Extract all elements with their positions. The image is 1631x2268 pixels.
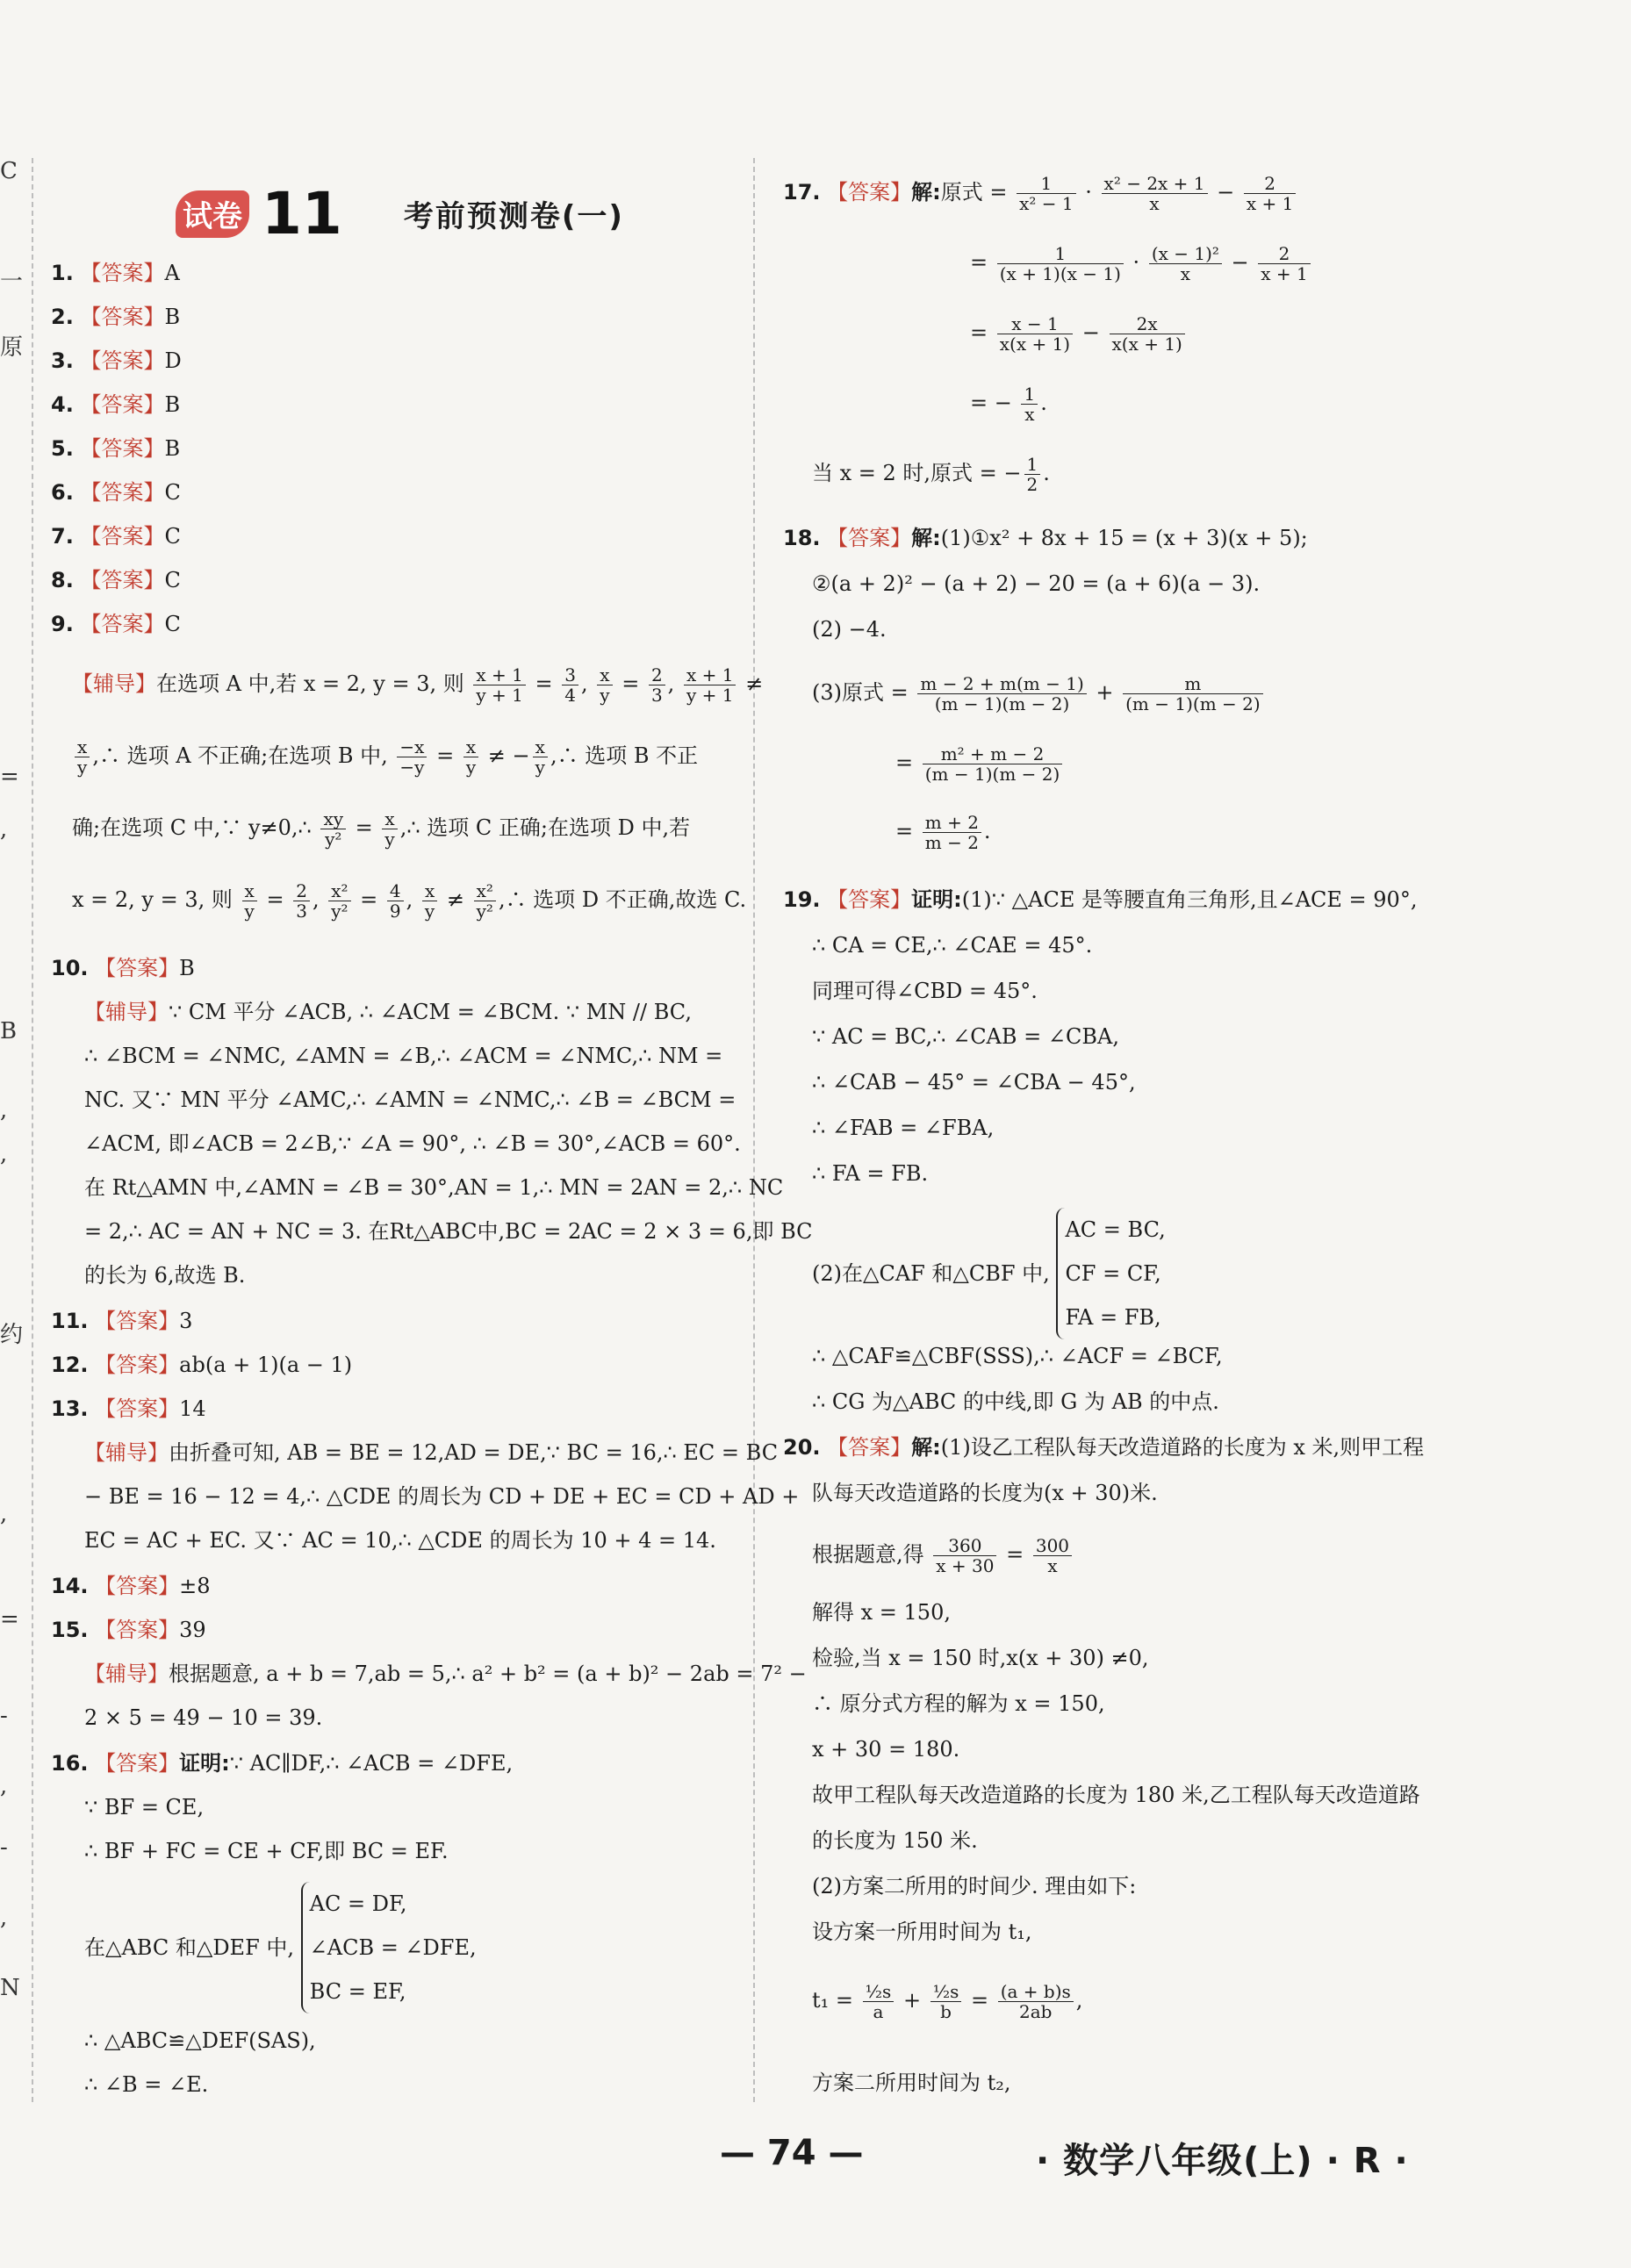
q10-guide-line: ∴ ∠BCM = ∠NMC, ∠AMN = ∠B,∴ ∠ACM = ∠NMC,∴ NM = — [84, 1044, 723, 1068]
answer-q17: 17. 【答案】解:原式 = $\frac{1}{\text{x² − 1}}$ · $\frac{\text{x² − 2x + 1}}{x}$ − $\frac{2}{x + 1}$ — [783, 174, 1298, 213]
page-number: — 74 — — [720, 2133, 864, 2173]
q16-proof-line: ∴ BF + FC = CE + CF,即 BC = EF. — [84, 1839, 449, 1863]
q19-line: ∴ CG 为△ABC 的中线,即 G 为 AB 的中点. — [812, 1389, 1219, 1414]
left-gutter-fragments — [0, 149, 24, 2080]
gutter-char: 原 — [0, 334, 24, 361]
left-margin-rule — [32, 158, 33, 2102]
q18-step: = $\frac{\text{m² + m − 2}}{(m - 1)(m - 2)}$ — [895, 744, 1065, 784]
answer-q12: 12. 【答案】ab(a + 1)(a − 1) — [51, 1353, 353, 1377]
gutter-char: , — [0, 1097, 8, 1123]
q16-brace: AC = DF, ∠ACB = ∠DFE, BC = EF, — [301, 1882, 477, 2013]
paper-number: 11 — [262, 180, 342, 248]
q9-guide-line-3: 确;在选项 C 中,∵ y≠0,∴ $\frac{xy}{\text{y²}}$ = $\frac{x}{y}$ ,∴ 选项 C 正确;在选项 D 中,若 — [72, 808, 691, 850]
q9-guide-line-4: x = 2, y = 3, 则 $\frac{x}{y}$ = $\frac{2}{3}$ , $\frac{\text{x²}}{\text{y²}}$ = $\frac{4}{9}$ , $\frac{x}{y}$ ≠ $\frac{\text{x²}}{\text{y²}}$ ,∴ 选项 D 不正确,故选 C. — [72, 880, 747, 922]
q19-line: ∴ ∠CAB − 45° = ∠CBA − 45°, — [812, 1070, 1136, 1095]
answer-q16: 16. 【答案】证明:∵ AC∥DF,∴ ∠ACB = ∠DFE, — [51, 1751, 514, 1776]
q20-line: 方案二所用时间为 t₂, — [812, 2071, 1011, 2095]
gutter-char: = — [0, 764, 19, 790]
q18-step: = $\frac{m + 2}{m - 2}$ . — [895, 812, 991, 853]
q19-line: ∵ AC = BC,∴ ∠CAB = ∠CBA, — [812, 1024, 1119, 1049]
q17-conclusion: 当 x = 2 时,原式 = − $\frac{1}{2}$ . — [812, 454, 1050, 495]
q20-line: 队每天改造道路的长度为(x + 30)米. — [812, 1481, 1158, 1505]
answer-q19: 19. 【答案】证明:(1)∵ △ACE 是等腰直角三角形,且∠ACE = 90°, — [783, 887, 1418, 912]
q17-step: = $\frac{1}{(x + 1)(x - 1)}$ · $\frac{\text{(x − 1)²}}{x}$ − $\frac{2}{x + 1}$ — [970, 244, 1313, 284]
q16-proof-line: ∴ ∠B = ∠E. — [84, 2072, 209, 2097]
answer-q18: 18. 【答案】解:(1)①x² + 8x + 15 = (x + 3)(x + 5); — [783, 526, 1308, 550]
q19-brace-block: (2)在△CAF 和△CBF 中, AC = BC, CF = CF, FA = FB, — [812, 1208, 1166, 1339]
q15-guide-line: 【辅导】根据题意, a + b = 7,ab = 5,∴ a² + b² = (a + b)² − 2ab = 7² − — [84, 1662, 807, 1686]
paper-badge: 试卷 — [176, 190, 249, 238]
answer-q2: 2. 【答案】B — [51, 305, 181, 329]
q16-proof-line: ∴ △ABC≌△DEF(SAS), — [84, 2028, 316, 2053]
q9-guide-line-1: 【辅导】在选项 A 中,若 x = 2, y = 3, 则 $\frac{x + 1}{y + 1}$ = $\frac{3}{4}$ , $\frac{x}{y}$ = $\frac{2}{3}$ , $\frac{x + 1}{y + 1}$ ≠ — [72, 664, 764, 706]
q20-line: 的长度为 150 米. — [812, 1828, 978, 1853]
answer-q15: 15. 【答案】39 — [51, 1618, 206, 1642]
q9-guide-line-2: $\frac{x}{y}$ ,∴ 选项 A 不正确;在选项 B 中, $\frac{-x}{-y}$ = $\frac{x}{y}$ ≠ − $\frac{x}{y}$ ,∴ 选项 B 不正 — [72, 737, 698, 777]
answer-q3: 3. 【答案】D — [51, 348, 182, 373]
answer-q7: 7. 【答案】C — [51, 524, 181, 549]
q13-guide-line: 【辅导】由折叠可知, AB = BE = 12,AD = DE,∵ BC = 16,∴ EC = BC — [84, 1440, 779, 1465]
q18-line: (2) −4. — [812, 617, 887, 642]
gutter-char: C — [0, 158, 18, 184]
answer-q13: 13. 【答案】14 — [51, 1396, 206, 1421]
q20-line: 解得 x = 150, — [812, 1600, 951, 1625]
q19-brace: AC = BC, CF = CF, FA = FB, — [1056, 1208, 1165, 1339]
q10-guide-line: 在 Rt△AMN 中,∠AMN = ∠B = 30°,AN = 1,∴ MN = 2AN = 2,∴ NC — [84, 1175, 784, 1200]
q20-line: 故甲工程队每天改造道路的长度为 180 米,乙工程队每天改造道路 — [812, 1783, 1420, 1807]
gutter-char: 约 — [0, 1322, 24, 1348]
gutter-char: 一 — [0, 269, 24, 295]
answer-q10: 10. 【答案】B — [51, 956, 195, 980]
column-divider — [753, 158, 755, 2102]
q17-step: = $\frac{x - 1}{x(x + 1)}$ − $\frac{2x}{x(x + 1)}$ — [970, 314, 1188, 354]
answer-q5: 5. 【答案】B — [51, 436, 181, 461]
q19-line: ∴ △CAF≌△CBF(SSS),∴ ∠ACF = ∠BCF, — [812, 1344, 1223, 1368]
gutter-char: B — [0, 1018, 18, 1044]
gutter-char: , — [0, 816, 8, 843]
answer-q11: 11. 【答案】3 — [51, 1309, 193, 1333]
answer-q1: 1. 【答案】A — [51, 261, 180, 285]
answer-q14: 14. 【答案】±8 — [51, 1574, 211, 1598]
q10-guide-line: 的长为 6,故选 B. — [84, 1263, 246, 1288]
answer-q4: 4. 【答案】B — [51, 392, 181, 417]
answer-q6: 6. 【答案】C — [51, 480, 181, 505]
q10-guide-line: ∠ACM, 即∠ACB = 2∠B,∵ ∠A = 90°, ∴ ∠B = 30°,∠ACB = 60°. — [84, 1131, 741, 1156]
gutter-char: , — [0, 1501, 8, 1527]
gutter-char: - — [0, 1834, 8, 1861]
q10-guide-line: NC. 又∵ MN 平分 ∠AMC,∴ ∠AMN = ∠NMC,∴ ∠B = ∠BCM = — [84, 1087, 736, 1112]
q20-equation: 根据题意,得 $\frac{360}{x + 30}$ = $\frac{300}{x}$ — [812, 1536, 1074, 1575]
q15-guide-line: 2 × 5 = 49 − 10 = 39. — [84, 1705, 323, 1730]
q13-guide-line: EC = AC + EC. 又∵ AC = 10,∴ △CDE 的周长为 10 + 4 = 14. — [84, 1528, 716, 1553]
paper-header — [176, 180, 624, 248]
gutter-char: , — [0, 1141, 8, 1167]
q20-line: 检验,当 x = 150 时,x(x + 30) ≠0, — [812, 1646, 1149, 1670]
q20-line: x + 30 = 180. — [812, 1737, 960, 1762]
gutter-char: , — [0, 1773, 8, 1799]
gutter-char: - — [0, 1703, 8, 1729]
q18-part3: (3)原式 = $\frac{m - 2 + m(m - 1)}{(m - 1)(m - 2)}$ + $\frac{m}{(m - 1)(m - 2)}$ — [812, 674, 1266, 714]
q20-t1-formula: t₁ = $\frac{\text{½s}}{a}$ + $\frac{\text{½s}}{b}$ = $\frac{(a + b)s}{2ab}$ , — [812, 1981, 1083, 2022]
answer-q20: 20. 【答案】解:(1)设乙工程队每天改造道路的长度为 x 米,则甲工程 — [783, 1435, 1425, 1460]
q10-guide-line: = 2,∴ AC = AN + NC = 3. 在Rt△ABC中,BC = 2AC = 2 × 3 = 6,即 BC — [84, 1219, 813, 1244]
q19-line: ∴ ∠FAB = ∠FBA, — [812, 1116, 995, 1140]
q18-line: ②(a + 2)² − (a + 2) − 20 = (a + 6)(a − 3). — [812, 571, 1261, 596]
book-title: · 数学八年级(上) · R · — [1036, 2141, 1409, 2181]
q13-guide-line: − BE = 16 − 12 = 4,∴ △CDE 的周长为 CD + DE + EC = CD + AD + — [84, 1484, 800, 1509]
q17-step: = − $\frac{1}{x}$ . — [970, 384, 1047, 425]
gutter-char: = — [0, 1606, 19, 1633]
q20-line: (2)方案二所用的时间少. 理由如下: — [812, 1874, 1137, 1898]
gutter-char: , — [0, 1905, 8, 1931]
q10-guide-line: 【辅导】∵ CM 平分 ∠ACB, ∴ ∠ACM = ∠BCM. ∵ MN // BC, — [84, 1000, 692, 1024]
paper-title: 考前预测卷(一) — [403, 199, 624, 234]
q16-brace-block: 在△ABC 和△DEF 中, AC = DF, ∠ACB = ∠DFE, BC = EF, — [84, 1882, 477, 2013]
q19-line: ∴ CA = CE,∴ ∠CAE = 45°. — [812, 933, 1093, 958]
q20-line: ∴ 原分式方程的解为 x = 150, — [812, 1691, 1105, 1716]
q20-line: 设方案一所用时间为 t₁, — [812, 1920, 1032, 1944]
q16-proof-line: ∵ BF = CE, — [84, 1795, 205, 1819]
answer-q9: 9. 【答案】C — [51, 612, 181, 636]
q19-line: ∴ FA = FB. — [812, 1161, 929, 1186]
q19-line: 同理可得∠CBD = 45°. — [812, 979, 1038, 1003]
gutter-char: N — [0, 1975, 20, 2001]
answer-q8: 8. 【答案】C — [51, 568, 181, 592]
